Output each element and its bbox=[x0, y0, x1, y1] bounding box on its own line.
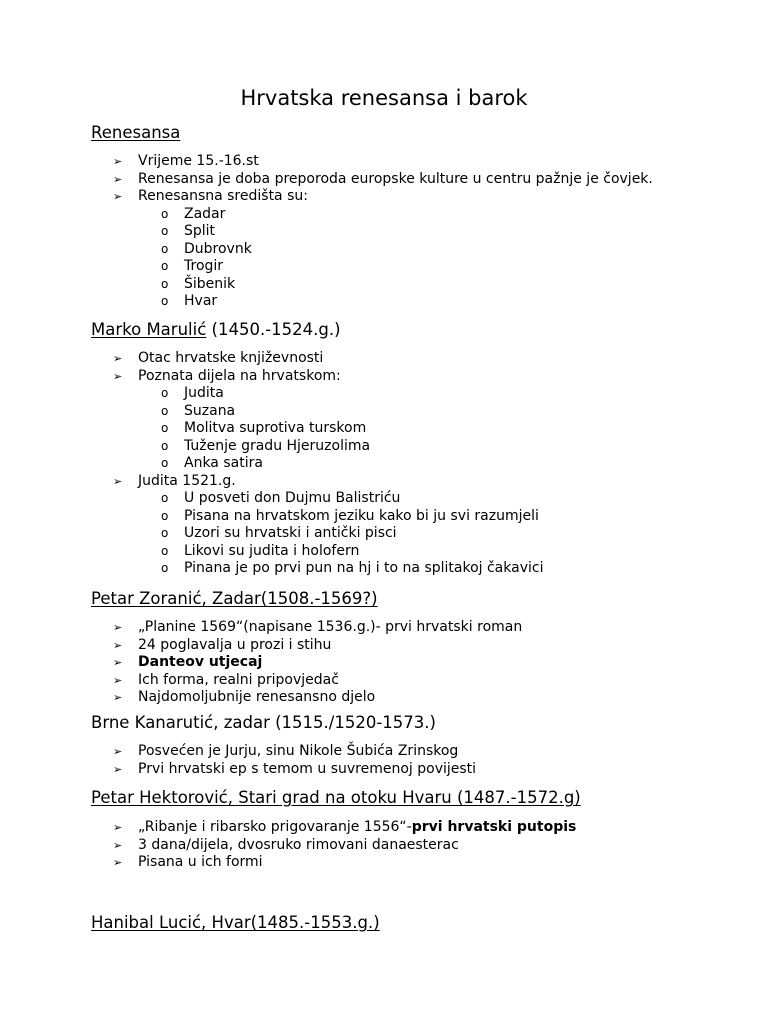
list-item: ➢ „Planine 1569“(napisane 1536.g.)- prvi hrvatski roman bbox=[113, 619, 523, 635]
circle-bullet-icon: o bbox=[161, 491, 169, 505]
page-title: Hrvatska renesansa i barok bbox=[240, 86, 528, 110]
sub-list-item: o Likovi su judita i holofern bbox=[161, 542, 360, 559]
list-item: ➢ Judita 1521.g. bbox=[113, 472, 236, 489]
circle-bullet-icon: o bbox=[161, 294, 169, 308]
section-heading-zoranic: Petar Zoranić, Zadar(1508.-1569?) bbox=[91, 589, 378, 608]
circle-bullet-icon: o bbox=[161, 276, 169, 291]
circle-bullet-icon: o bbox=[161, 508, 169, 523]
arrow-bullet-icon: ➢ bbox=[113, 691, 123, 704]
circle-bullet-icon: o bbox=[161, 526, 169, 540]
list-item: ➢ Poznata dijela na hrvatskom: bbox=[113, 367, 341, 384]
list-item: ➢ „Ribanje i ribarsko prigovaranje 1556“-prvi hrvatski putopis bbox=[113, 819, 577, 835]
list-item: ➢ Pisana u ich formi bbox=[113, 854, 263, 870]
section-heading-marulic: Marko Marulić (1450.-1524.g.) bbox=[91, 320, 341, 339]
arrow-bullet-icon: ➢ bbox=[113, 190, 123, 203]
arrow-bullet-icon: ➢ bbox=[113, 673, 123, 687]
sub-list-item: o Molitva suprotiva turskom bbox=[161, 420, 367, 436]
hektorovic-list bbox=[0, 819, 576, 872]
list-item: ➢ 3 dana/dijela, dvosruko rimovani danaesterac bbox=[113, 836, 459, 853]
circle-bullet-icon: o bbox=[161, 543, 169, 558]
list-item: ➢ Danteov utjecaj bbox=[113, 654, 263, 670]
arrow-bullet-icon: ➢ bbox=[113, 762, 123, 776]
circle-bullet-icon: o bbox=[161, 241, 169, 256]
karnarutic-list bbox=[0, 743, 476, 778]
section-heading-karnarutic: Brne Kanarutić, zadar (1515./1520-1573.) bbox=[91, 713, 436, 732]
zoranic-list bbox=[0, 619, 522, 707]
circle-bullet-icon: o bbox=[161, 561, 169, 575]
list-item: ➢ 24 poglavalja u prozi i stihu bbox=[113, 636, 332, 653]
list-item: ➢ Posvećen je Jurju, sinu Nikole Šubića Zrinskog bbox=[113, 743, 459, 759]
circle-bullet-icon: o bbox=[161, 259, 169, 273]
section-heading-renesansa: Renesansa bbox=[91, 123, 181, 142]
circle-bullet-icon: o bbox=[161, 403, 169, 418]
list-item: ➢ Prvi hrvatski ep s temom u suvremenoj povijesti bbox=[113, 760, 477, 777]
arrow-bullet-icon: ➢ bbox=[113, 369, 123, 383]
section-heading-lucic: Hanibal Lucić, Hvar(1485.-1553.g.) bbox=[91, 913, 380, 932]
circle-bullet-icon: o bbox=[161, 438, 169, 453]
circle-bullet-icon: o bbox=[161, 206, 169, 221]
sub-list-item: o Split bbox=[161, 223, 216, 239]
arrow-bullet-icon: ➢ bbox=[113, 621, 123, 634]
circle-bullet-icon: o bbox=[161, 456, 169, 470]
arrow-bullet-icon: ➢ bbox=[113, 352, 123, 365]
list-item: ➢ Vrijeme 15.-16.st bbox=[113, 153, 259, 169]
list-item: ➢ Renesansna središta su: bbox=[113, 188, 308, 204]
sub-list-item: o Uzori su hrvatski i antički pisci bbox=[161, 525, 397, 541]
arrow-bullet-icon: ➢ bbox=[113, 155, 123, 168]
arrow-bullet-icon: ➢ bbox=[113, 656, 123, 669]
sub-list-item: o U posveti don Dujmu Balistriću bbox=[161, 490, 401, 506]
list-item: ➢ Otac hrvatske književnosti bbox=[113, 350, 324, 366]
circle-bullet-icon: o bbox=[161, 224, 169, 238]
marulic-list bbox=[0, 350, 543, 578]
list-item: ➢ Ich forma, realni pripovjedač bbox=[113, 671, 339, 688]
arrow-bullet-icon: ➢ bbox=[113, 745, 123, 758]
sub-list-item: o Zadar bbox=[161, 205, 226, 222]
list-item: ➢ Renesansa je doba preporoda europske kulture u centru pažnje je čovjek. bbox=[113, 170, 653, 187]
section-heading-hektorovic: Petar Hektorović, Stari grad na otoku Hvaru (1487.-1572.g) bbox=[91, 788, 581, 807]
sub-list-item: o Dubrovnk bbox=[161, 240, 252, 257]
sub-list-item: o Šibenik bbox=[161, 275, 236, 292]
sub-list-item: o Pinana je po prvi pun na hj i to na splitakoj čakavici bbox=[161, 560, 544, 576]
arrow-bullet-icon: ➢ bbox=[113, 821, 123, 834]
renesansa-list bbox=[0, 153, 653, 311]
sub-list-item: o Tuženje gradu Hjeruzolima bbox=[161, 437, 371, 454]
sub-list-item: o Suzana bbox=[161, 402, 236, 419]
arrow-bullet-icon: ➢ bbox=[113, 838, 123, 852]
list-item: ➢ Najdomoljubnije renesansno djelo bbox=[113, 689, 376, 705]
arrow-bullet-icon: ➢ bbox=[113, 638, 123, 652]
sub-list-item: o Hvar bbox=[161, 293, 218, 309]
arrow-bullet-icon: ➢ bbox=[113, 172, 123, 186]
circle-bullet-icon: o bbox=[161, 421, 169, 435]
circle-bullet-icon: o bbox=[161, 386, 169, 400]
sub-list-item: o Pisana na hrvatskom jeziku kako bi ju svi razumjeli bbox=[161, 507, 539, 524]
arrow-bullet-icon: ➢ bbox=[113, 856, 123, 869]
sub-list-item: o Trogir bbox=[161, 258, 224, 274]
arrow-bullet-icon: ➢ bbox=[113, 474, 123, 488]
sub-list-item: o Judita bbox=[161, 385, 224, 401]
sub-list-item: o Anka satira bbox=[161, 455, 263, 471]
